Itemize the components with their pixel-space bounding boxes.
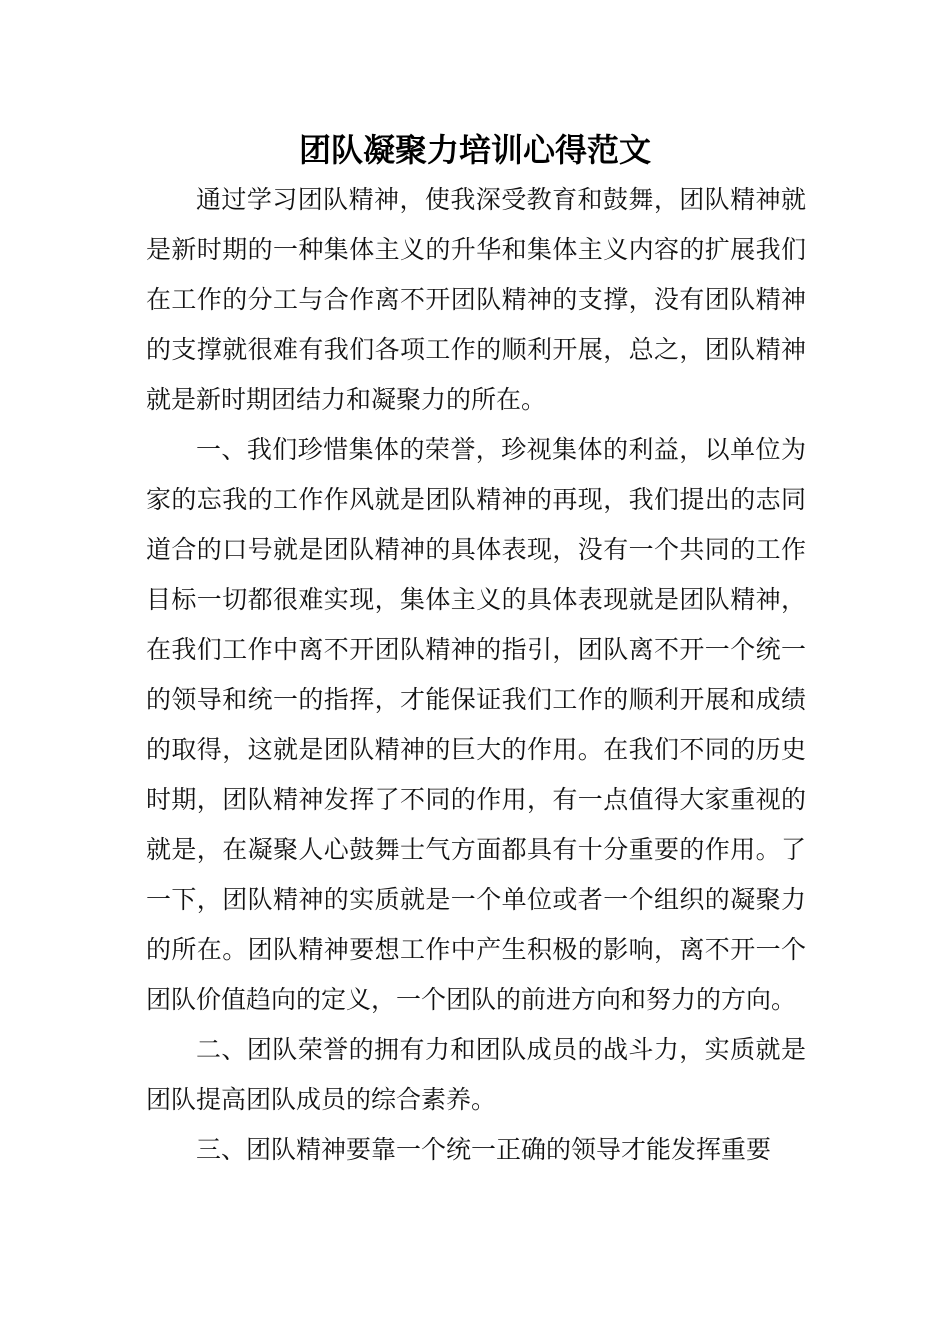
document-body [146, 175, 806, 1175]
paragraph-point-three: 三、团队精神要靠一个统一正确的领导才能发挥重要 [196, 1135, 772, 1164]
paragraph-intro: 通过学习团队精神，使我深受教育和鼓舞，团队精神就是新时期的一种集体主义的升华和集体主义内容的扩展我们在工作的分工与合作离不开团队精神的支撑，没有团队精神的支撑就很难有我们各项工作的顺利开展，总之，团队精神就是新时期团结力和凝聚力的所在。 [146, 185, 806, 414]
document-title: 团队凝聚力培训心得范文 [298, 131, 651, 169]
paragraph-point-one: 一、我们珍惜集体的荣誉，珍视集体的利益，以单位为家的忘我的工作作风就是团队精神的再现，我们提出的志同道合的口号就是团队精神的具体表现，没有一个共同的工作目标一切都很难实现，集体主义的具体表现就是团队精神，在我们工作中离不开团队精神的指引，团队离不开一个统一的领导和统一的指挥，才能保证我们工作的顺利开展和成绩的取得，这就是团队精神的巨大的作用。在我们不同的历史时期，团队精神发挥了不同的作用，有一点值得大家重视的就是，在凝聚人心鼓舞士气方面都具有十分重要的作用。了一下，团队精神的实质就是一个单位或者一个组织的凝聚力的所在。团队精神要想工作中产生积极的影响，离不开一个团队价值趋向的定义，一个团队的前进方向和努力的方向。 [146, 435, 806, 1014]
paragraph-point-two: 二、团队荣誉的拥有力和团队成员的战斗力，实质就是团队提高团队成员的综合素养。 [146, 1035, 806, 1114]
